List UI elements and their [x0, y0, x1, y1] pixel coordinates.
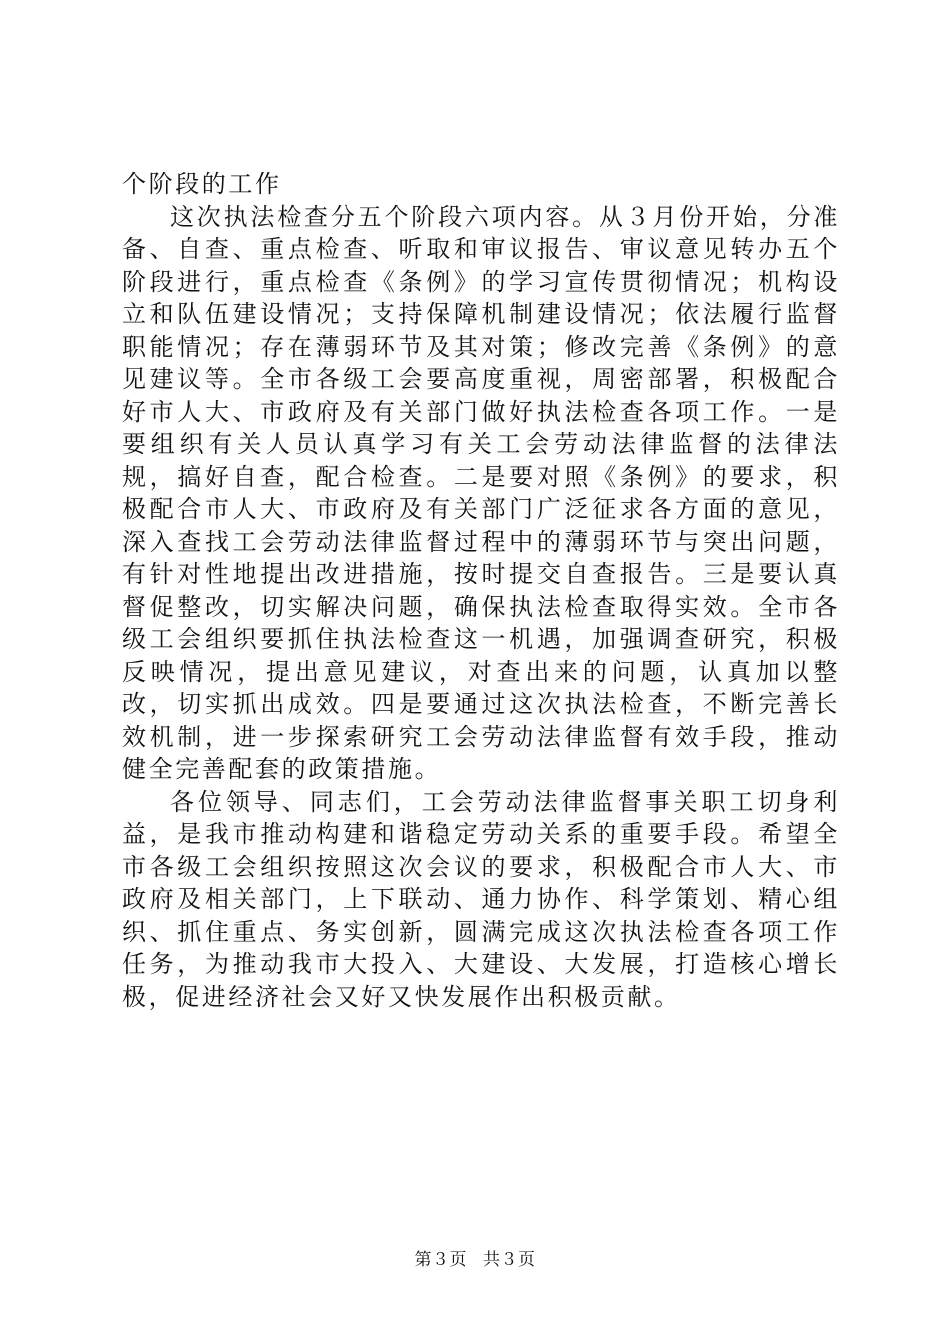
- paragraph-closing-remarks: 各位领导、同志们，工会劳动法律监督事关职工切身利益，是我市推动构建和谐稳定劳动关系的重要手段。希望全市各级工会组织按照这次会议的要求，积极配合市人大、市政府及相关部门，上下联动、通力协作、科学策划、精心组织、抓住重点、务实创新，圆满完成这次执法检查各项工作任务，为推动我市大投入、大建设、大发展，打造核心增长极，促进经济社会又好又快发展作出积极贡献。: [122, 787, 840, 1011]
- document-body: [122, 168, 840, 1013]
- paragraph-continuation: 个阶段的工作: [122, 170, 282, 198]
- page-number: 第３页: [414, 1250, 468, 1270]
- page-footer: [0, 1245, 950, 1270]
- page-total: 共３页: [482, 1250, 536, 1270]
- paragraph-inspection-plan: 这次执法检查分五个阶段六项内容。从３月份开始，分准备、自查、重点检查、听取和审议报告、审议意见转办五个阶段进行，重点检查《条例》的学习宣传贯彻情况；机构设立和队伍建设情况；支持保障机制建设情况；依法履行监督职能情况；存在薄弱环节及其对策；修改完善《条例》的意见建议等。全市各级工会要高度重视，周密部署，积极配合好市人大、市政府及有关部门做好执法检查各项工作。一是要组织有关人员认真学习有关工会劳动法律监督的法律法规，搞好自查，配合检查。二是要对照《条例》的要求，积极配合市人大、市政府及有关部门广泛征求各方面的意见，深入查找工会劳动法律监督过程中的薄弱环节与突出问题，有针对性地提出改进措施，按时提交自查报告。三是要认真督促整改，切实解决问题，确保执法检查取得实效。全市各级工会组织要抓住执法检查这一机遇，加强调查研究，积极反映情况，提出意见建议，对查出来的问题，认真加以整改，切实抓出成效。四是要通过这次执法检查，不断完善长效机制，进一步探索研究工会劳动法律监督有效手段，推动健全完善配套的政策措施。: [122, 202, 840, 783]
